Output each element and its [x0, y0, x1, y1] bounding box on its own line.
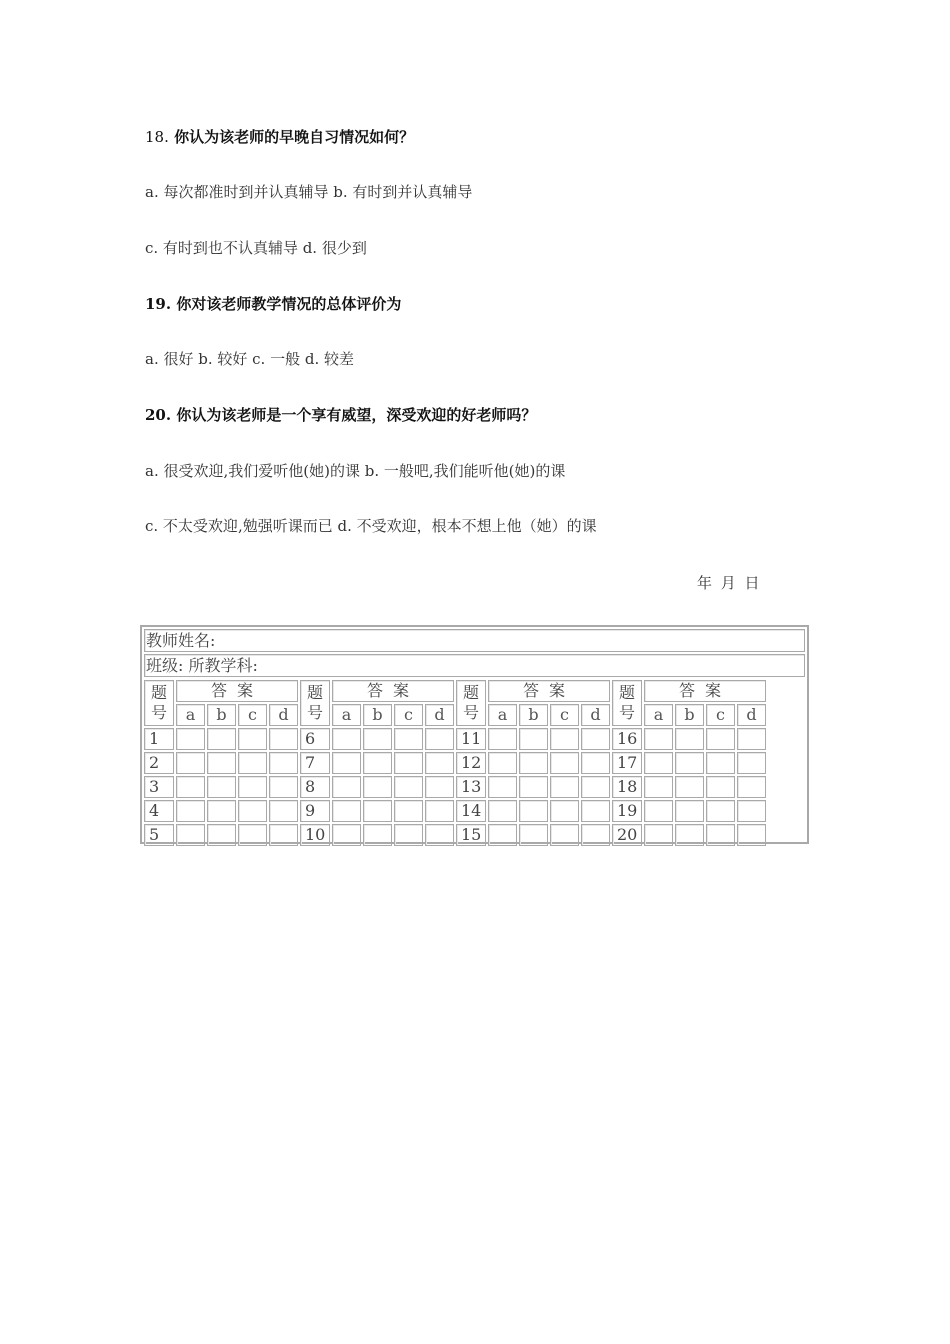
question-number-cell: 10 [300, 824, 330, 846]
question-text: 你认为该老师是一个享有威望，深受欢迎的好老师吗？ [176, 406, 537, 424]
answer-cell-a[interactable] [176, 776, 205, 798]
question-number-header: 题 号 [144, 680, 174, 726]
question-number-cell: 12 [456, 752, 486, 774]
question-number: 19. [145, 295, 172, 313]
table-row [144, 800, 766, 822]
answer-cell-c[interactable] [238, 776, 267, 798]
table-row [144, 824, 766, 846]
answer-cell-a[interactable] [332, 800, 361, 822]
question-number-cell: 8 [300, 776, 330, 798]
answer-cell-d[interactable] [425, 752, 454, 774]
option-letter: b [207, 704, 236, 726]
answer-cell-c[interactable] [706, 728, 735, 750]
answer-cell-a[interactable] [488, 800, 517, 822]
answer-cell-c[interactable] [394, 776, 423, 798]
answer-cell-b[interactable] [519, 752, 548, 774]
answer-cell-c[interactable] [238, 728, 267, 750]
option-letter: a [488, 704, 517, 726]
table-row [144, 752, 766, 774]
option-letter: d [269, 704, 298, 726]
answer-header: 答案 [488, 680, 610, 702]
answer-cell-d[interactable] [737, 776, 766, 798]
answer-cell-a[interactable] [644, 800, 673, 822]
answer-cell-b[interactable] [207, 752, 236, 774]
question-number-cell: 2 [144, 752, 174, 774]
answer-cell-b[interactable] [519, 776, 548, 798]
question-number-cell: 3 [144, 776, 174, 798]
option-letter: d [737, 704, 766, 726]
answer-cell-b[interactable] [207, 776, 236, 798]
question-number-cell: 7 [300, 752, 330, 774]
question-number-cell: 19 [612, 800, 642, 822]
option-letter: c [706, 704, 735, 726]
option-letter: c [238, 704, 267, 726]
answer-cell-a[interactable] [332, 728, 361, 750]
answer-cell-c[interactable] [706, 800, 735, 822]
answer-cell-d[interactable] [737, 728, 766, 750]
answer-cell-a[interactable] [644, 752, 673, 774]
question-number-header: 题 号 [300, 680, 330, 726]
question-19-option-line-1: a. 很好 b. 较好 c. 一般 d. 较差 [145, 350, 354, 368]
question-18-option-line-2: c. 有时到也不认真辅导 d. 很少到 [145, 239, 367, 257]
question-number-cell: 13 [456, 776, 486, 798]
answer-cell-b[interactable] [519, 800, 548, 822]
answer-cell-c[interactable] [394, 800, 423, 822]
answer-cell-d[interactable] [269, 800, 298, 822]
answer-cell-c[interactable] [238, 800, 267, 822]
question-number-header: 题 号 [612, 680, 642, 726]
answer-header: 答案 [644, 680, 766, 702]
question-20-title [145, 405, 536, 425]
question-20-option-line-2: c. 不太受欢迎,勉强听课而已 d. 不受欢迎，根本不想上他（她）的课 [145, 517, 597, 535]
answer-cell-d[interactable] [581, 728, 610, 750]
answer-cell-b[interactable] [675, 800, 704, 822]
question-number-cell: 11 [456, 728, 486, 750]
answer-cell-a[interactable] [488, 824, 517, 846]
answer-cell-d[interactable] [425, 728, 454, 750]
option-letter: c [394, 704, 423, 726]
question-number-cell: 6 [300, 728, 330, 750]
answer-cell-a[interactable] [176, 800, 205, 822]
answer-cell-a[interactable] [332, 776, 361, 798]
answer-cell-d[interactable] [581, 824, 610, 846]
answer-cell-b[interactable] [675, 776, 704, 798]
question-18-title [145, 127, 414, 147]
answer-cell-a[interactable] [488, 752, 517, 774]
answer-cell-b[interactable] [363, 776, 392, 798]
answer-cell-c[interactable] [394, 728, 423, 750]
question-number-cell: 5 [144, 824, 174, 846]
answer-cell-d[interactable] [737, 752, 766, 774]
answer-cell-d[interactable] [269, 824, 298, 846]
answer-cell-d[interactable] [269, 728, 298, 750]
option-letter: d [425, 704, 454, 726]
teacher-name-field[interactable]: 教师姓名: [144, 629, 805, 652]
answer-cell-a[interactable] [488, 728, 517, 750]
answer-grid [142, 678, 768, 848]
question-number: 20. [145, 406, 172, 424]
question-number-cell: 15 [456, 824, 486, 846]
option-letter: a [332, 704, 361, 726]
answer-cell-b[interactable] [363, 800, 392, 822]
answer-cell-d[interactable] [581, 800, 610, 822]
answer-cell-c[interactable] [394, 752, 423, 774]
answer-cell-c[interactable] [550, 824, 579, 846]
answer-cell-b[interactable] [207, 824, 236, 846]
question-number-cell: 9 [300, 800, 330, 822]
answer-cell-c[interactable] [394, 824, 423, 846]
answer-cell-c[interactable] [238, 752, 267, 774]
answer-header: 答案 [176, 680, 298, 702]
answer-cell-c[interactable] [550, 752, 579, 774]
answer-cell-c[interactable] [238, 824, 267, 846]
answer-cell-d[interactable] [269, 752, 298, 774]
question-number-cell: 14 [456, 800, 486, 822]
answer-cell-d[interactable] [581, 776, 610, 798]
table-row [144, 728, 766, 750]
answer-cell-a[interactable] [332, 824, 361, 846]
answer-cell-a[interactable] [176, 728, 205, 750]
answer-cell-a[interactable] [644, 824, 673, 846]
question-number-header: 题 号 [456, 680, 486, 726]
option-letter: a [176, 704, 205, 726]
answer-cell-b[interactable] [519, 728, 548, 750]
answer-cell-d[interactable] [269, 776, 298, 798]
answer-sheet [140, 625, 809, 844]
option-letter: a [644, 704, 673, 726]
class-subject-field[interactable]: 班级: 所教学科: [144, 654, 805, 677]
question-text: 你认为该老师的早晚自习情况如何？ [174, 128, 415, 146]
answer-cell-d[interactable] [737, 800, 766, 822]
answer-cell-c[interactable] [550, 728, 579, 750]
date-line: 年 月 日 [697, 574, 762, 592]
question-20-option-line-1: a. 很受欢迎,我们爱听他(她)的课 b. 一般吧,我们能听他(她)的课 [145, 462, 566, 480]
answer-cell-d[interactable] [425, 776, 454, 798]
option-letter: d [581, 704, 610, 726]
answer-cell-b[interactable] [207, 728, 236, 750]
grid-option-letters-row [144, 704, 766, 726]
question-18-option-line-1: a. 每次都准时到并认真辅导 b. 有时到并认真辅导 [145, 183, 473, 201]
option-letter: b [675, 704, 704, 726]
answer-cell-b[interactable] [675, 728, 704, 750]
question-text: 你对该老师教学情况的总体评价为 [176, 295, 402, 313]
table-row [144, 776, 766, 798]
question-number-cell: 18 [612, 776, 642, 798]
answer-cell-b[interactable] [675, 752, 704, 774]
answer-cell-b[interactable] [519, 824, 548, 846]
answer-cell-c[interactable] [706, 776, 735, 798]
answer-cell-c[interactable] [550, 800, 579, 822]
question-number-cell: 16 [612, 728, 642, 750]
option-letter: b [519, 704, 548, 726]
question-number: 18. [145, 128, 169, 146]
answer-cell-d[interactable] [737, 824, 766, 846]
answer-cell-b[interactable] [675, 824, 704, 846]
answer-header: 答案 [332, 680, 454, 702]
option-letter: c [550, 704, 579, 726]
question-19-title [145, 294, 401, 314]
answer-cell-c[interactable] [706, 752, 735, 774]
question-number-cell: 20 [612, 824, 642, 846]
question-number-cell: 4 [144, 800, 174, 822]
answer-cell-a[interactable] [176, 752, 205, 774]
question-number-cell: 1 [144, 728, 174, 750]
answer-cell-b[interactable] [363, 752, 392, 774]
answer-cell-d[interactable] [425, 800, 454, 822]
answer-cell-a[interactable] [488, 776, 517, 798]
answer-cell-a[interactable] [332, 752, 361, 774]
answer-cell-b[interactable] [207, 800, 236, 822]
answer-cell-d[interactable] [581, 752, 610, 774]
grid-header-row [144, 680, 766, 702]
answer-cell-d[interactable] [425, 824, 454, 846]
question-number-cell: 17 [612, 752, 642, 774]
answer-cell-a[interactable] [644, 728, 673, 750]
answer-cell-a[interactable] [176, 824, 205, 846]
answer-cell-c[interactable] [550, 776, 579, 798]
option-letter: b [363, 704, 392, 726]
answer-cell-c[interactable] [706, 824, 735, 846]
answer-cell-b[interactable] [363, 824, 392, 846]
answer-cell-b[interactable] [363, 728, 392, 750]
answer-rows [144, 728, 766, 846]
answer-cell-a[interactable] [644, 776, 673, 798]
